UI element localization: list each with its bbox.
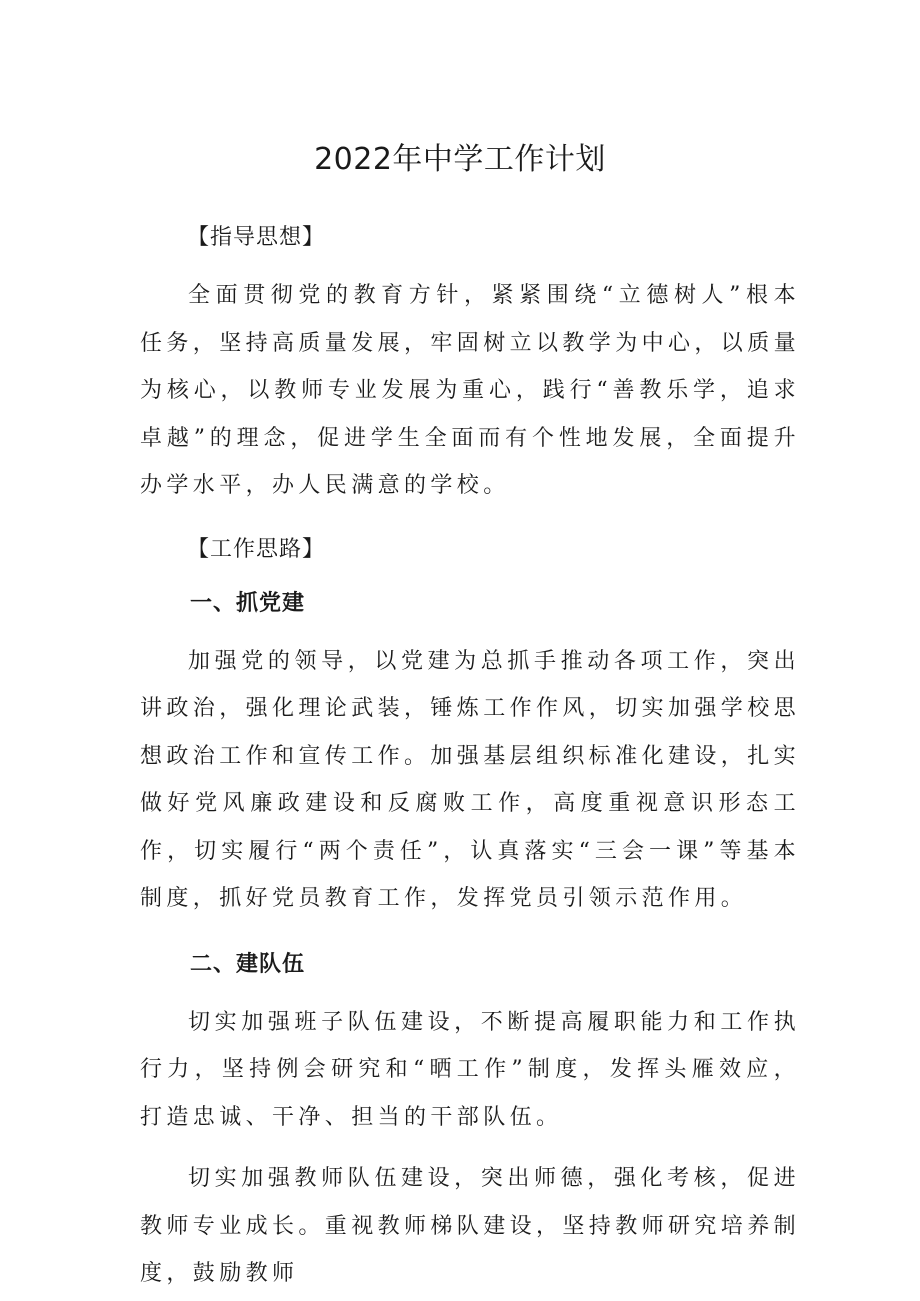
section-heading-party-building: 一、抓党建 bbox=[190, 590, 306, 616]
section-heading-team-building: 二、建队伍 bbox=[190, 951, 306, 977]
guiding-thought-paragraph: 全面贯彻党的教育方针，紧紧围绕“立德树人”根本任务，坚持高质量发展，牢固树立以教学为中心，以质量为核心，以教师专业发展为重心，践行“善教乐学，追求卓越”的理念，促进学生全面而有个性地发展，全面提升办学水平，办人民满意的学校。 bbox=[140, 283, 801, 498]
team-building-paragraph-1: 切实加强班子队伍建设，不断提高履职能力和工作执行力，坚持例会研究和“晒工作”制度，发挥头雁效应，打造忠诚、干净、担当的干部队伍。 bbox=[140, 1009, 800, 1130]
team-building-paragraph-2: 切实加强教师队伍建设，突出师德，强化考核，促进教师专业成长。重视教师梯队建设，坚持教师研究培养制度，鼓励教师 bbox=[140, 1166, 801, 1286]
party-building-paragraph: 加强党的领导，以党建为总抓手推动各项工作，突出讲政治，强化理论武装，锤炼工作作风，切实加强学校思想政治工作和宣传工作。加强基层组织标准化建设，扎实做好党风廉政建设和反腐败工作，高度重视意识形态工作，切实履行“两个责任”，认真落实“三会一课”等基本制度，抓好党员教育工作，发挥党员引领示范作用。 bbox=[140, 648, 801, 911]
document-body bbox=[140, 218, 800, 1298]
work-approach-label: 【工作思路】 bbox=[187, 536, 326, 562]
guiding-thought-label: 【指导思想】 bbox=[187, 225, 326, 250]
document-title: 2022年中学工作计划 bbox=[314, 142, 606, 177]
